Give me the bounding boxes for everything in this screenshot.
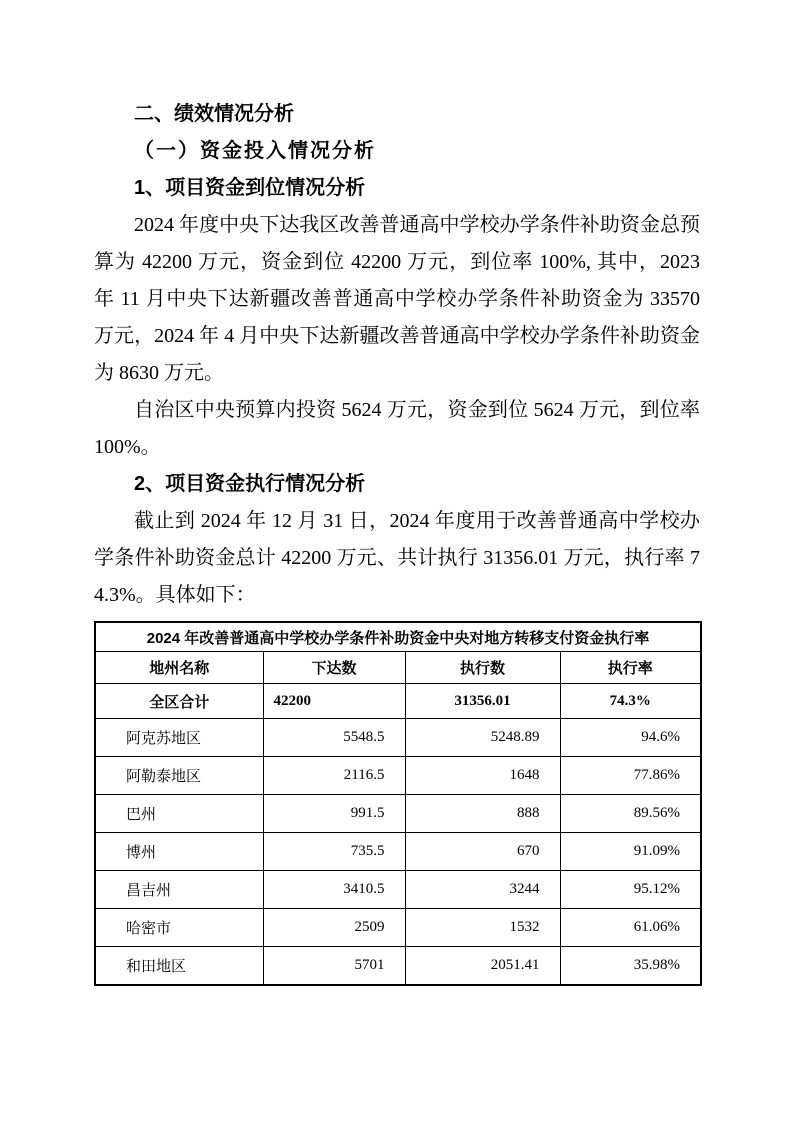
- issued-value: 991.5: [263, 795, 405, 833]
- executed-value: 3244: [405, 871, 560, 909]
- executed-value: 1532: [405, 909, 560, 947]
- rate-value: 95.12%: [560, 871, 701, 909]
- table-row: [95, 757, 701, 795]
- issued-value: 3410.5: [263, 871, 405, 909]
- executed-value: 2051.41: [405, 947, 560, 986]
- issued-value: 5701: [263, 947, 405, 986]
- table-row: [95, 871, 701, 909]
- total-row-issued: 42200: [263, 684, 405, 719]
- total-row-name: 全区合计: [95, 684, 263, 719]
- region-name: 和田地区: [95, 947, 263, 986]
- sub-heading-funds-execution: 2、项目资金执行情况分析: [134, 473, 366, 495]
- region-name: 昌吉州: [95, 871, 263, 909]
- table-total-row: [95, 684, 701, 719]
- column-header-issued: 下达数: [263, 652, 405, 684]
- issued-value: 2509: [263, 909, 405, 947]
- region-name: 阿勒泰地区: [95, 757, 263, 795]
- rate-value: 94.6%: [560, 719, 701, 757]
- region-name: 阿克苏地区: [95, 719, 263, 757]
- sub-heading-funds-arrival: 1、项目资金到位情况分析: [134, 177, 366, 199]
- table-row: [95, 833, 701, 871]
- total-row-executed: 31356.01: [405, 684, 560, 719]
- table-title-row: [95, 622, 701, 652]
- rate-value: 61.06%: [560, 909, 701, 947]
- rate-value: 89.56%: [560, 795, 701, 833]
- column-header-executed: 执行数: [405, 652, 560, 684]
- paragraph-funds-arrival: 2024 年度中央下达我区改善普通高中学校办学条件补助资金总预算为 42200 万元，资金到位 42200 万元，到位率 100%, 其中，2023 年 11 月中央下达新疆改善普通高中学校办学条件补助资金为 33570 万元，2024 年 4 月中央下达新疆改善普通高中学校办学条件补助资金为 8630 万元。: [94, 214, 700, 384]
- executed-value: 888: [405, 795, 560, 833]
- subsection-heading: （一）资金投入情况分析: [134, 140, 376, 162]
- section-heading: 二、绩效情况分析: [134, 103, 294, 125]
- table-title: 2024 年改善普通高中学校办学条件补助资金中央对地方转移支付资金执行率: [95, 622, 701, 652]
- table-header-row: [95, 652, 701, 684]
- region-name: 巴州: [95, 795, 263, 833]
- total-row-rate: 74.3%: [560, 684, 701, 719]
- paragraph-funds-execution: 截止到 2024 年 12 月 31 日，2024 年度用于改善普通高中学校办学条件补助资金总计 42200 万元、共计执行 31356.01 万元，执行率 74.3%。具体如下：: [94, 510, 700, 606]
- column-header-rate: 执行率: [560, 652, 701, 684]
- paragraph-regional-budget: 自治区中央预算内投资 5624 万元，资金到位 5624 万元，到位率 100%。: [94, 399, 700, 458]
- column-header-region: 地州名称: [95, 652, 263, 684]
- rate-value: 91.09%: [560, 833, 701, 871]
- table-row: [95, 719, 701, 757]
- executed-value: 670: [405, 833, 560, 871]
- table-row: [95, 909, 701, 947]
- table-row: [95, 795, 701, 833]
- region-name: 哈密市: [95, 909, 263, 947]
- issued-value: 2116.5: [263, 757, 405, 795]
- issued-value: 5548.5: [263, 719, 405, 757]
- table-row: [95, 947, 701, 986]
- issued-value: 735.5: [263, 833, 405, 871]
- region-name: 博州: [95, 833, 263, 871]
- rate-value: 35.98%: [560, 947, 701, 986]
- execution-rate-table: [94, 621, 702, 986]
- executed-value: 5248.89: [405, 719, 560, 757]
- executed-value: 1648: [405, 757, 560, 795]
- rate-value: 77.86%: [560, 757, 701, 795]
